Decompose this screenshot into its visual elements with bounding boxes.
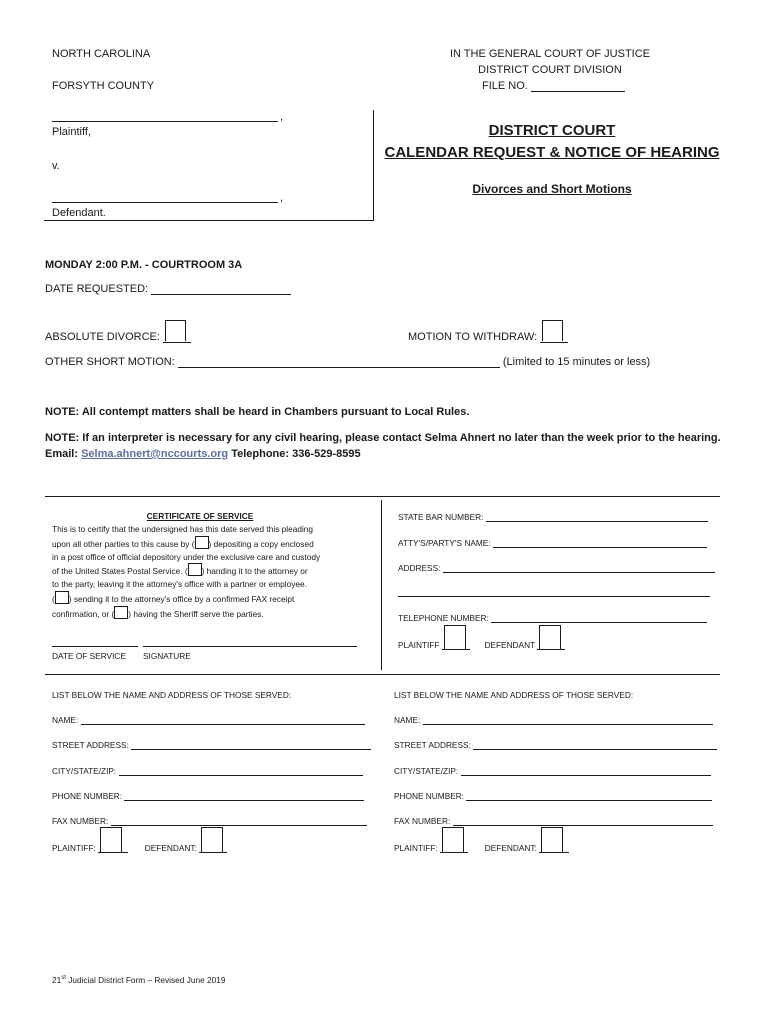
served-left-plaintiff-label: PLAINTIFF: <box>52 843 96 853</box>
served-right-defendant-checkbox[interactable] <box>541 827 563 852</box>
served-right-city-row <box>394 766 711 776</box>
served-left-city-row <box>52 766 363 776</box>
served-left-defendant-blank <box>199 841 227 853</box>
cert-line-2b: ) depositing a copy enclosed <box>208 538 314 549</box>
footer-prefix: 21 <box>52 975 62 985</box>
date-requested-label: DATE REQUESTED: <box>45 283 149 295</box>
cert-line-7b: ) having the Sheriff serve the parties. <box>128 608 264 619</box>
date-requested-row <box>45 283 291 295</box>
address-field-2[interactable] <box>398 596 710 597</box>
footer-form-id <box>52 975 225 985</box>
served-right-defendant-label: DEFENDANT: <box>484 843 537 853</box>
absolute-divorce-checkbox[interactable] <box>165 320 186 341</box>
other-motion-field[interactable] <box>178 356 500 368</box>
served-left-name-field[interactable] <box>81 715 365 725</box>
served-right-plaintiff-label: PLAINTIFF: <box>394 843 438 853</box>
cert-line-3: in a post office of official depository under the exclusive care and custody <box>52 551 321 562</box>
attys-name-field[interactable] <box>493 538 707 548</box>
versus-label: v. <box>52 160 60 172</box>
caption-comma-2: , <box>280 192 284 204</box>
form-title-line2: CALENDAR REQUEST & NOTICE OF HEARING <box>384 144 720 161</box>
date-requested-field[interactable] <box>151 283 291 295</box>
hearing-schedule: MONDAY 2:00 P.M. - COURTROOM 3A <box>45 259 243 271</box>
absolute-divorce-blank <box>163 329 191 343</box>
email-link[interactable]: Selma.ahnert@nccourts.org <box>81 448 229 460</box>
defendant-name-line[interactable] <box>52 202 278 203</box>
state-bar-label: STATE BAR NUMBER: <box>398 512 484 522</box>
telephone-row <box>398 613 707 623</box>
served-right-name-row <box>394 715 713 725</box>
attys-name-row <box>398 538 707 548</box>
cert-line-6b: ) sending it to the attorney's office by a confirmed FAX receipt <box>68 593 295 604</box>
attorney-defendant-label: DEFENDANT <box>484 640 535 650</box>
caption-comma: , <box>280 111 284 123</box>
served-right-list-label: LIST BELOW THE NAME AND ADDRESS OF THOSE SERVED: <box>394 690 634 700</box>
state-name: NORTH CAROLINA <box>52 48 151 60</box>
served-left-fax-field[interactable] <box>111 816 367 826</box>
served-right-phone-field[interactable] <box>466 791 712 801</box>
served-left-street-label: STREET ADDRESS: <box>52 740 129 750</box>
served-left-street-row <box>52 740 371 750</box>
address-row <box>398 563 715 573</box>
signature-label: SIGNATURE <box>143 651 191 661</box>
served-left-list-label: LIST BELOW THE NAME AND ADDRESS OF THOSE SERVED: <box>52 690 292 700</box>
state-bar-field[interactable] <box>486 512 708 522</box>
attorney-defendant-blank <box>537 638 565 650</box>
served-left-name-row <box>52 715 365 725</box>
cert-line-7a: confirmation, or ( <box>52 608 115 619</box>
footer-suffix: Judicial District Form – Revised June 2019 <box>65 975 226 985</box>
attorney-divider-vertical <box>381 500 382 670</box>
cert-line-1: This is to certify that the undersigned has this date served this pleading <box>52 524 314 534</box>
served-right-city-label: CITY/STATE/ZIP: <box>394 766 459 776</box>
plaintiff-name-line[interactable] <box>52 121 278 122</box>
other-motion-row <box>45 356 650 368</box>
defendant-label: Defendant. <box>52 207 106 219</box>
served-right-street-field[interactable] <box>473 740 717 750</box>
served-left-name-label: NAME: <box>52 715 79 725</box>
file-number-row <box>482 80 625 92</box>
served-right-name-field[interactable] <box>423 715 713 725</box>
motion-withdraw-checkbox[interactable] <box>542 320 563 341</box>
certificate-text <box>52 523 348 621</box>
served-left-plaintiff-blank <box>98 841 128 853</box>
attorney-party-row <box>398 638 565 650</box>
motion-withdraw-row <box>408 329 568 343</box>
served-left-city-field[interactable] <box>119 766 363 776</box>
served-left-plaintiff-checkbox[interactable] <box>100 827 122 852</box>
section-divider-top <box>45 496 720 497</box>
date-of-service-line[interactable] <box>52 646 138 647</box>
served-left-fax-row <box>52 816 367 826</box>
attorney-defendant-checkbox[interactable] <box>539 625 561 649</box>
telephone-label: TELEPHONE NUMBER: <box>398 613 489 623</box>
absolute-divorce-label: ABSOLUTE DIVORCE: <box>45 331 160 343</box>
sheriff-checkbox[interactable] <box>114 606 128 619</box>
address-field[interactable] <box>443 563 715 573</box>
address-label: ADDRESS: <box>398 563 441 573</box>
served-right-city-field[interactable] <box>461 766 711 776</box>
email-label: Email: <box>45 448 79 460</box>
cert-line-4a: of the United States Postal Service. ( <box>52 566 188 577</box>
served-right-fax-row <box>394 816 713 826</box>
served-right-street-label: STREET ADDRESS: <box>394 740 471 750</box>
state-bar-row <box>398 512 708 522</box>
cert-line-5: to the party, leaving it the attorney's office with a partner or employee. <box>52 579 307 590</box>
served-right-plaintiff-checkbox[interactable] <box>442 827 464 852</box>
file-no-field[interactable] <box>531 80 625 92</box>
caption-divider-horizontal <box>44 220 374 221</box>
telephone-field[interactable] <box>491 613 707 623</box>
served-right-fax-field[interactable] <box>453 816 713 826</box>
attorney-plaintiff-label: PLAINTIFF <box>398 640 440 650</box>
motion-withdraw-label: MOTION TO WITHDRAW: <box>408 331 538 343</box>
certificate-title: CERTIFICATE OF SERVICE <box>146 511 254 521</box>
motion-withdraw-blank <box>540 329 568 343</box>
attys-name-label: ATTY'S/PARTY'S NAME: <box>398 538 491 548</box>
served-left-phone-field[interactable] <box>124 791 364 801</box>
cert-line-4b: ) handing it to the attorney or <box>201 566 308 577</box>
date-of-service-label: DATE OF SERVICE <box>52 651 126 661</box>
served-left-street-field[interactable] <box>131 740 371 750</box>
served-left-defendant-label: DEFENDANT: <box>144 843 197 853</box>
served-right-street-row <box>394 740 717 750</box>
served-left-phone-label: PHONE NUMBER: <box>52 791 123 801</box>
telephone-text: Telephone: 336-529-8595 <box>231 448 361 460</box>
served-left-party-row <box>52 841 227 853</box>
cert-line-6a: ( <box>52 593 55 604</box>
served-right-defendant-blank <box>539 841 569 853</box>
form-title-line1: DISTRICT COURT <box>488 122 616 139</box>
court-division: DISTRICT COURT DIVISION <box>478 64 622 76</box>
plaintiff-label: Plaintiff, <box>52 126 91 138</box>
attorney-plaintiff-blank <box>442 638 470 650</box>
section-divider-bottom <box>45 674 720 675</box>
cert-line-6 <box>52 591 348 606</box>
other-motion-label: OTHER SHORT MOTION: <box>45 356 175 368</box>
cert-line-7 <box>52 606 348 621</box>
served-right-plaintiff-blank <box>440 841 468 853</box>
served-left-phone-row <box>52 791 364 801</box>
limit-note: (Limited to 15 minutes or less) <box>502 356 651 368</box>
served-right-phone-row <box>394 791 712 801</box>
absolute-divorce-row <box>45 329 191 343</box>
court-name: IN THE GENERAL COURT OF JUSTICE <box>449 48 651 60</box>
fax-checkbox[interactable] <box>55 591 69 604</box>
served-right-name-label: NAME: <box>394 715 421 725</box>
county-name: FORSYTH COUNTY <box>52 80 155 92</box>
footer-sup: st <box>61 975 66 982</box>
cert-line-2a: upon all other parties to this cause by ( <box>52 538 195 549</box>
file-no-label: FILE NO. <box>482 80 528 92</box>
attorney-plaintiff-checkbox[interactable] <box>444 625 466 649</box>
deposit-checkbox[interactable] <box>195 536 209 549</box>
cert-line-2 <box>52 536 348 551</box>
interpreter-note: NOTE: If an interpreter is necessary for any civil hearing, please contact Selma Ahnert no later than the week prior to the hearing. <box>45 432 721 444</box>
form-subtitle: Divorces and Short Motions <box>472 182 632 196</box>
contact-line <box>45 448 361 460</box>
served-left-fax-label: FAX NUMBER: <box>52 816 109 826</box>
handing-checkbox[interactable] <box>188 563 202 576</box>
cert-line-4 <box>52 563 348 578</box>
served-left-defendant-checkbox[interactable] <box>201 827 223 852</box>
served-right-phone-label: PHONE NUMBER: <box>394 791 465 801</box>
served-left-city-label: CITY/STATE/ZIP: <box>52 766 117 776</box>
signature-line[interactable] <box>143 646 357 647</box>
contempt-note: NOTE: All contempt matters shall be heard in Chambers pursuant to Local Rules. <box>45 406 470 418</box>
served-right-fax-label: FAX NUMBER: <box>394 816 451 826</box>
served-right-party-row <box>394 841 569 853</box>
